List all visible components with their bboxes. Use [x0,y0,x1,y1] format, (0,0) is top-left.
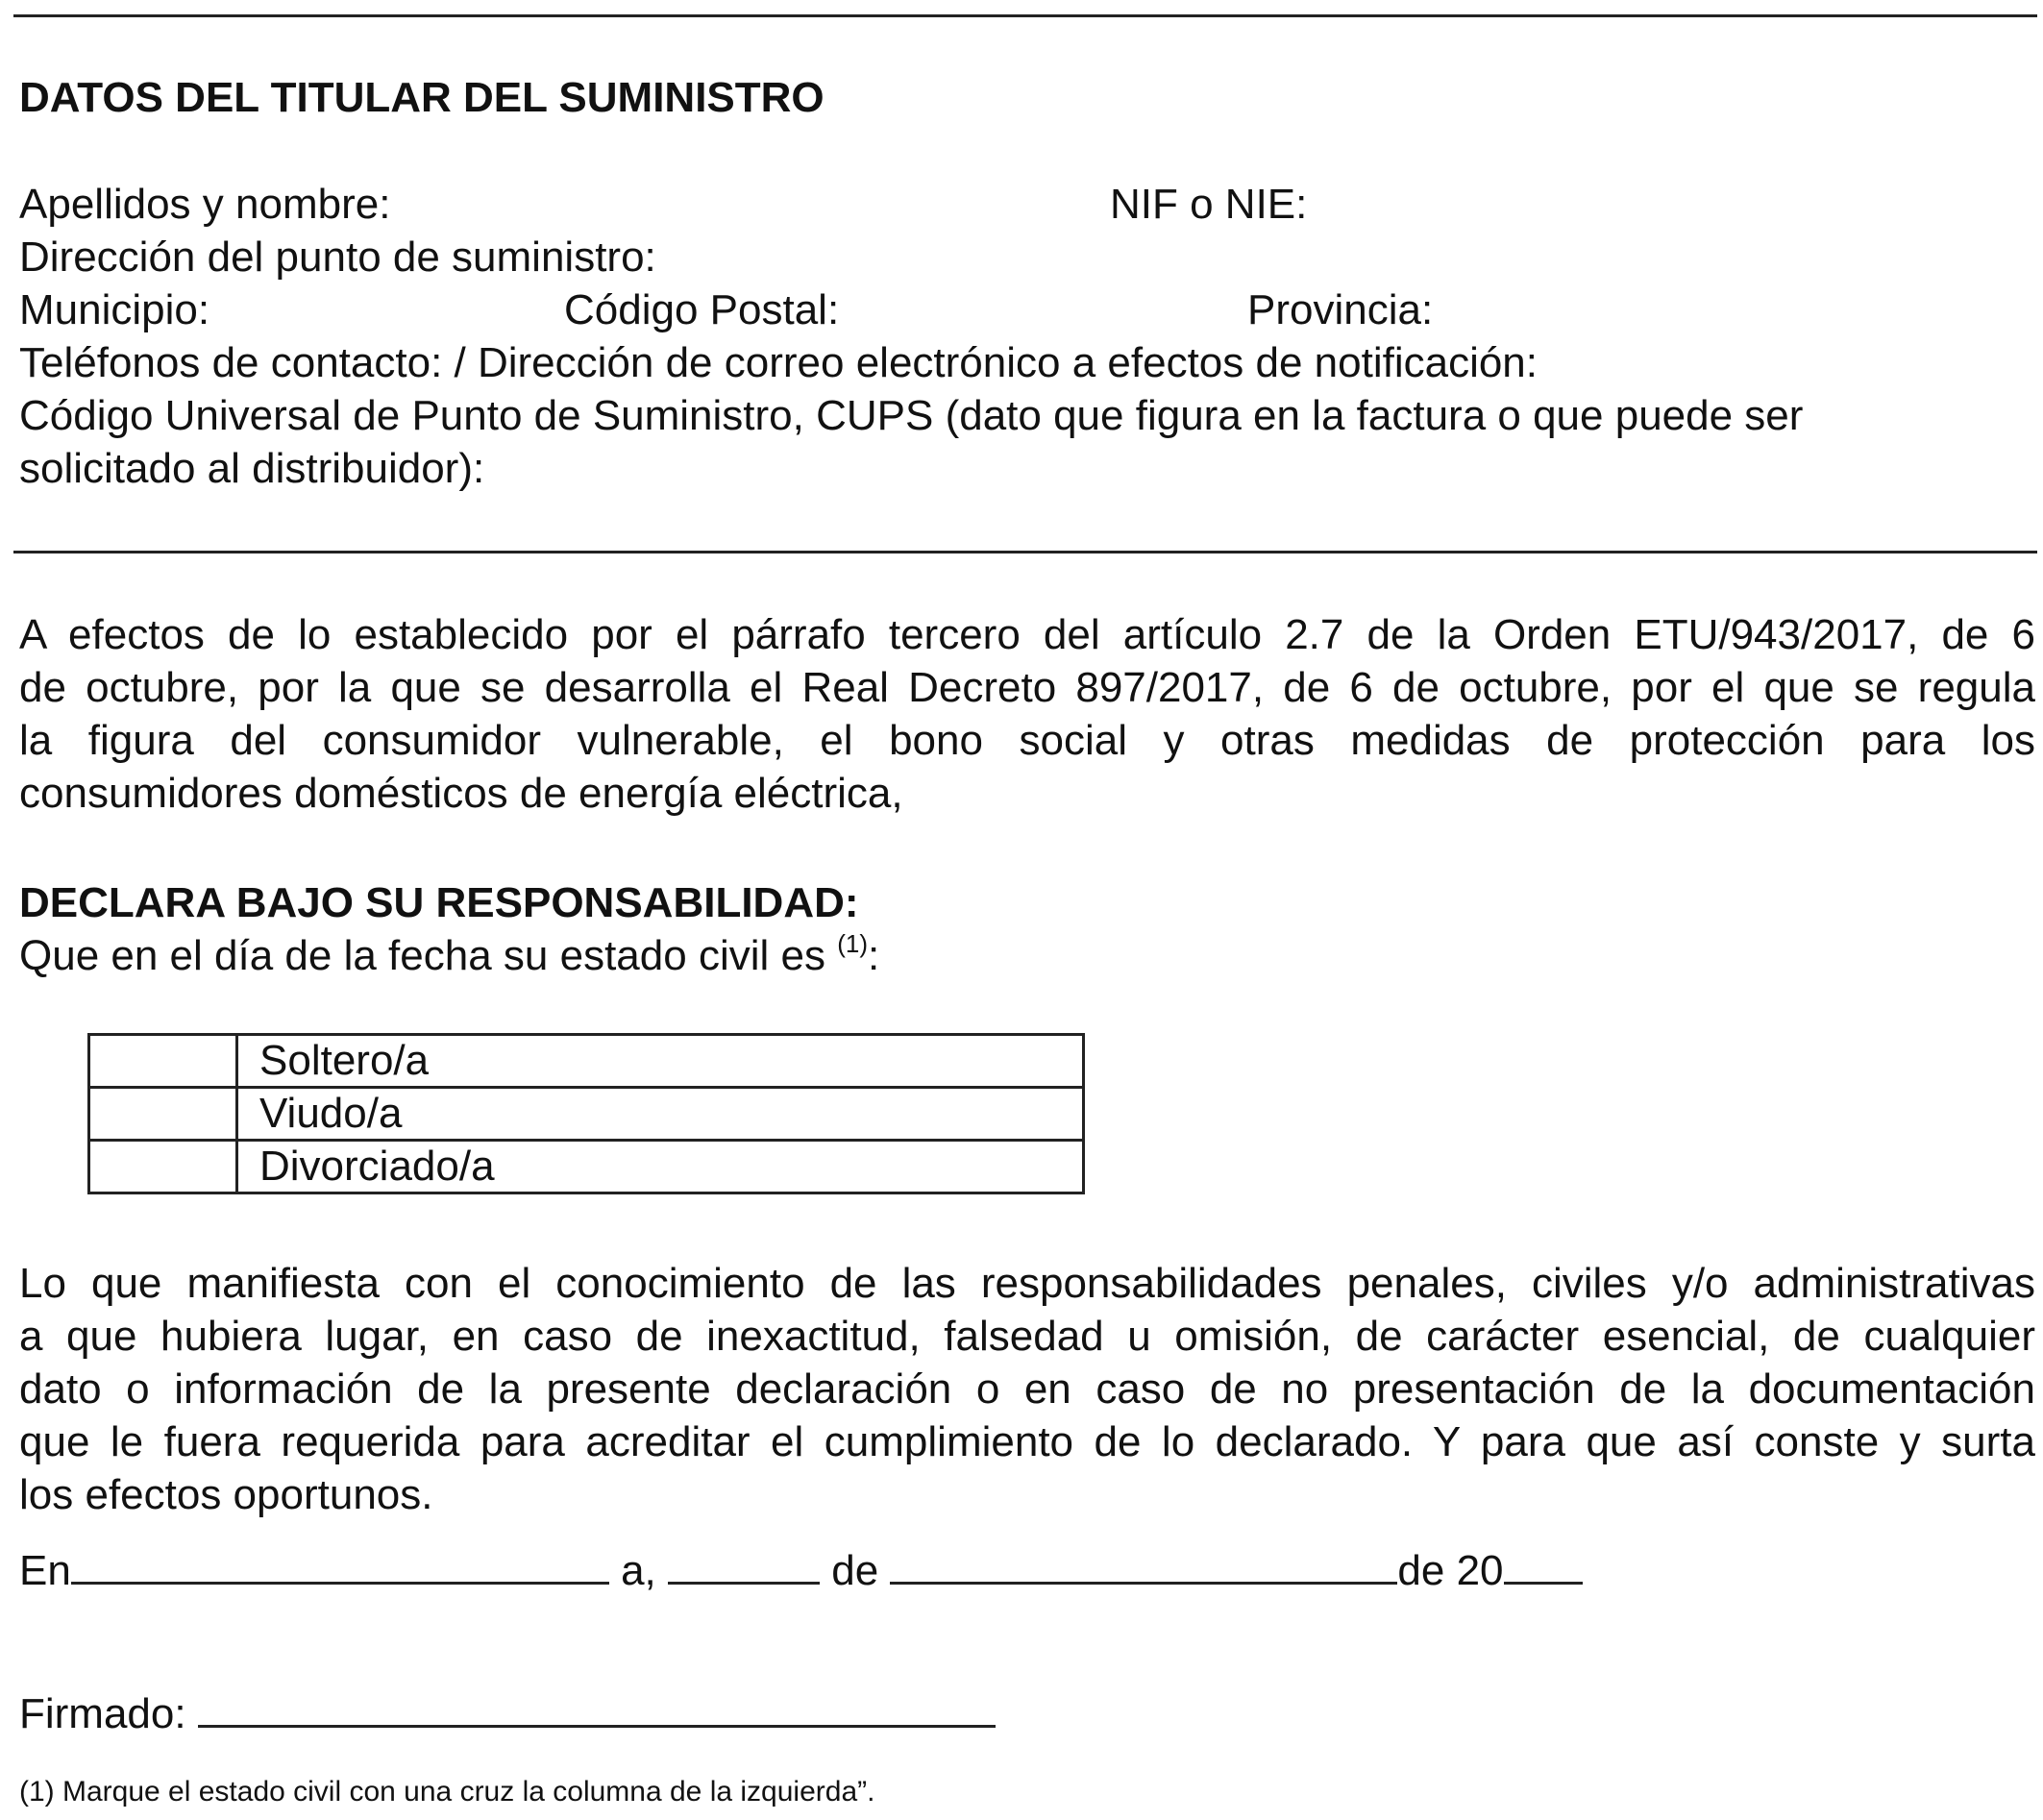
checkbox-viudo[interactable] [89,1088,237,1141]
estado-civil-question [19,929,879,982]
intro-line: consumidores domésticos de energía eléctrica, [19,770,903,817]
firmado-label: Firmado: [19,1690,186,1737]
firma-line [19,1683,996,1740]
intro-line: la figura del consumidor vulnerable, el bono social y otras medidas de protección para los [19,717,2035,764]
intro-paragraph [19,608,2035,820]
top-rule [13,14,2037,17]
a-label: a, [621,1547,656,1594]
lugar-blank[interactable] [71,1539,609,1585]
intro-line: A efectos de lo establecido por el párrafo tercero del artículo 2.7 de la Orden ETU/943/2017, de 6 [19,611,2035,658]
footnote-ref: (1) [837,929,868,958]
direccion-label: Dirección del punto de suministro: [19,234,656,281]
municipio-label: Municipio: [19,286,210,333]
dia-blank[interactable] [668,1539,820,1585]
apellidos-label: Apellidos y nombre: [19,181,391,228]
manifiesta-line: a que hubiera lugar, en caso de inexactitud, falsedad u omisión, de carácter esencial, de cualquier [19,1313,2035,1360]
manifiesta-line: dato o información de la presente declaración o en caso de no presentación de la documentación [19,1365,2035,1413]
cups-label-line-1: Código Universal de Punto de Suministro, CUPS (dato que figura en la factura o que puede ser [19,392,1804,439]
estado-civil-question-text: Que en el día de la fecha su estado civil es [19,932,838,979]
table-row [89,1035,1084,1088]
intro-line: de octubre, por la que se desarrolla el Real Decreto 897/2017, de 6 de octubre, por el que se regula [19,664,2035,711]
table-row [89,1141,1084,1193]
cups-label-line-2: solicitado al distribuidor): [19,445,485,492]
anio-blank[interactable] [1504,1539,1583,1585]
nif-label: NIF o NIE: [1110,181,1308,228]
de-label: de [831,1547,879,1594]
section-divider [13,551,2037,553]
codigo-postal-label: Código Postal: [564,286,840,333]
footnote: (1) Marque el estado civil con una cruz la columna de la izquierda”. [19,1776,875,1808]
declara-heading: DECLARA BAJO SU RESPONSABILIDAD: [19,879,859,926]
estado-civil-question-colon: : [867,932,880,979]
manifiesta-line: que le fuera requerida para acreditar el cumplimiento de lo declarado. Y para que así conste y surta [19,1418,2035,1465]
telefonos-label: Teléfonos de contacto: / Dirección de correo electrónico a efectos de notificación: [19,339,1538,386]
en-label: En [19,1547,71,1594]
section-heading-titular: DATOS DEL TITULAR DEL SUMINISTRO [19,74,825,121]
checkbox-soltero[interactable] [89,1035,237,1088]
manifiesta-line: Lo que manifiesta con el conocimiento de las responsabilidades penales, civiles y/o administrativas [19,1260,2035,1307]
manifiesta-paragraph [19,1257,2035,1521]
mes-blank[interactable] [890,1539,1397,1585]
fecha-line [19,1539,1583,1597]
option-label-divorciado: Divorciado/a [237,1141,1084,1193]
checkbox-divorciado[interactable] [89,1141,237,1193]
provincia-label: Provincia: [1247,286,1434,333]
table-row [89,1088,1084,1141]
manifiesta-line: los efectos oportunos. [19,1471,433,1518]
firma-blank[interactable] [198,1683,996,1728]
de-20-label: de 20 [1397,1547,1504,1594]
option-label-viudo: Viudo/a [237,1088,1084,1141]
estado-civil-table [87,1033,1085,1194]
option-label-soltero: Soltero/a [237,1035,1084,1088]
